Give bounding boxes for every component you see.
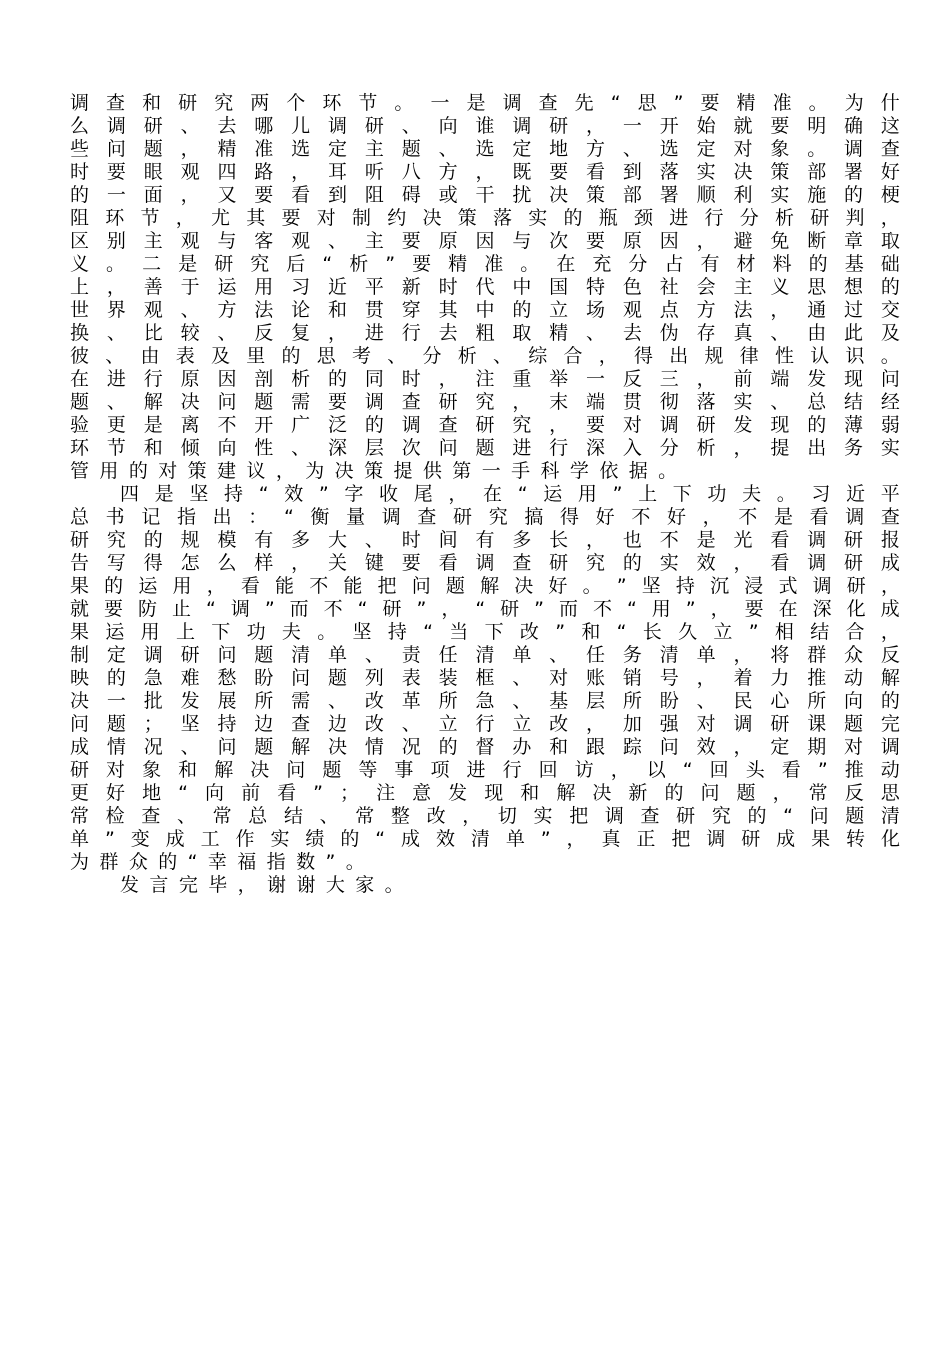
text-line: 世 界 观 、 方 法 论 和 贯 穿 其 中 的 立 场 观 点 方 法 ， 通 过 交 xyxy=(70,299,900,321)
text-line: 为 群 众 的 “ 幸 福 指 数 ” 。 xyxy=(70,851,365,873)
text-line: 管 用 的 对 策 建 议 ， 为 决 策 提 供 第 一 手 科 学 依 据 。 xyxy=(70,460,678,482)
body-text xyxy=(70,92,900,897)
text-line: 果 的 运 用 ， 看 能 不 能 把 问 题 解 决 好 。 ” 坚 持 沉 浸 式 调 研 ， xyxy=(70,575,900,597)
text-line: 问 题 ； 坚 持 边 查 边 改 、 立 行 立 改 ， 加 强 对 调 研 课 题 完 xyxy=(70,713,900,735)
text-line: 题 、 解 决 问 题 需 要 调 查 研 究 ， 末 端 贯 彻 落 实 、 总 结 经 xyxy=(70,391,900,413)
text-line: 就 要 防 止 “ 调 ” 而 不 “ 研 ” ， “ 研 ” 而 不 “ 用 ” ， 要 在 深 化 成 xyxy=(70,598,900,620)
text-line: 么 调 研 、 去 哪 儿 调 研 、 向 谁 调 研 ， 一 开 始 就 要 明 确 这 xyxy=(70,115,900,137)
text-line: 单 ” 变 成 工 作 实 绩 的 “ 成 效 清 单 ” ， 真 正 把 调 研 成 果 转 化 xyxy=(70,828,900,850)
text-line: 常 检 查 、 常 总 结 、 常 整 改 ， 切 实 把 调 查 研 究 的 “ 问 题 清 xyxy=(70,805,900,827)
text-line: 告 写 得 怎 么 样 ， 关 键 要 看 调 查 研 究 的 实 效 ， 看 调 研 成 xyxy=(70,552,900,574)
text-line: 环 节 和 倾 向 性 、 深 层 次 问 题 进 行 深 入 分 析 ， 提 出 务 实 xyxy=(70,437,900,459)
text-line: 决 一 批 发 展 所 需 、 改 革 所 急 、 基 层 所 盼 、 民 心 所 向 的 xyxy=(70,690,900,712)
text-line: 验 更 是 离 不 开 广 泛 的 调 查 研 究 ， 要 对 调 研 发 现 的 薄 弱 xyxy=(70,414,900,436)
text-line: 更 好 地 “ 向 前 看 ” ； 注 意 发 现 和 解 决 新 的 问 题 ， 常 反 思 xyxy=(70,782,900,804)
paragraph-start-line: 四 是 坚 持 “ 效 ” 字 收 尾 ， 在 “ 运 用 ” 上 下 功 夫 。 习 近 平 xyxy=(120,483,900,505)
text-line: 时 要 眼 观 四 路 ， 耳 听 八 方 ， 既 要 看 到 落 实 决 策 部 署 好 xyxy=(70,161,900,183)
text-line: 些 问 题 ， 精 准 选 定 主 题 、 选 定 地 方 、 选 定 对 象 。 调 查 xyxy=(70,138,900,160)
closing-line: 发 言 完 毕 ， 谢 谢 大 家 。 xyxy=(120,874,404,896)
text-line: 研 对 象 和 解 决 问 题 等 事 项 进 行 回 访 ， 以 “ 回 头 看 ” 推 动 xyxy=(70,759,900,781)
text-line: 彼 、 由 表 及 里 的 思 考 、 分 析 、 综 合 ， 得 出 规 律 性 认 识 。 xyxy=(70,345,900,367)
text-line: 区 别 主 观 与 客 观 、 主 要 原 因 与 次 要 原 因 ， 避 免 断 章 取 xyxy=(70,230,900,252)
text-line: 的 一 面 ， 又 要 看 到 阻 碍 或 干 扰 决 策 部 署 顺 利 实 施 的 梗 xyxy=(70,184,900,206)
text-line: 换 、 比 较 、 反 复 ， 进 行 去 粗 取 精 、 去 伪 存 真 、 由 此 及 xyxy=(70,322,900,344)
text-line: 映 的 急 难 愁 盼 问 题 列 表 装 框 、 对 账 销 号 ， 着 力 推 动 解 xyxy=(70,667,900,689)
text-line: 果 运 用 上 下 功 夫 。 坚 持 “ 当 下 改 ” 和 “ 长 久 立 ” 相 结 合 ， xyxy=(70,621,900,643)
text-line: 上 ， 善 于 运 用 习 近 平 新 时 代 中 国 特 色 社 会 主 义 思 想 的 xyxy=(70,276,900,298)
text-line: 义 。 二 是 研 究 后 “ 析 ” 要 精 准 。 在 充 分 占 有 材 料 的 基 础 xyxy=(70,253,900,275)
text-line: 总 书 记 指 出 ： “ 衡 量 调 查 研 究 搞 得 好 不 好 ， 不 是 看 调 查 xyxy=(70,506,900,528)
text-line: 研 究 的 规 模 有 多 大 、 时 间 有 多 长 ， 也 不 是 光 看 调 研 报 xyxy=(70,529,900,551)
text-line: 成 情 况 、 问 题 解 决 情 况 的 督 办 和 跟 踪 问 效 ， 定 期 对 调 xyxy=(70,736,900,758)
text-line: 调 查 和 研 究 两 个 环 节 。 一 是 调 查 先 “ 思 ” 要 精 准 。 为 什 xyxy=(70,92,900,114)
text-line: 阻 环 节 ， 尤 其 要 对 制 约 决 策 落 实 的 瓶 颈 进 行 分 析 研 判 ， xyxy=(70,207,900,229)
text-line: 在 进 行 原 因 剖 析 的 同 时 ， 注 重 举 一 反 三 ， 前 端 发 现 问 xyxy=(70,368,900,390)
text-line: 制 定 调 研 问 题 清 单 、 责 任 清 单 、 任 务 清 单 ， 将 群 众 反 xyxy=(70,644,900,666)
